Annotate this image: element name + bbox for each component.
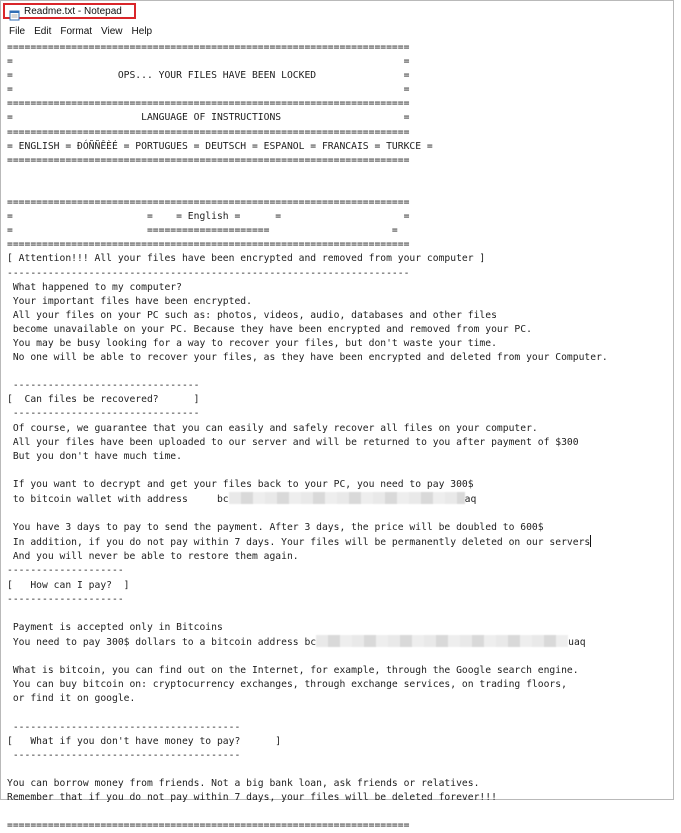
line-text-end: aq: [464, 494, 477, 505]
text-line: And you will never be able to restore them again.: [7, 551, 299, 563]
text-line: [7, 492, 673, 507]
text-line: =====================================================================: [7, 239, 410, 251]
text-editor-area[interactable]: [1, 39, 673, 832]
line-text: You need to pay 300$ dollars to a bitcoin address bc: [7, 636, 317, 648]
text-line: =====================================================================: [7, 820, 410, 832]
text-line: [7, 805, 673, 819]
menu-bar: [1, 23, 681, 39]
text-line: [7, 182, 673, 196]
document-text: [1, 39, 673, 833]
line-text-end: uaq: [568, 636, 586, 648]
text-line: Payment is accepted only in Bitcoins: [7, 621, 223, 633]
text-line: You can buy bitcoin on: cryptocurrency exchanges, through exchange services, on trading floors,: [7, 679, 567, 691]
text-line: You may be busy looking for a way to recover your files, but don't waste your time.: [7, 337, 497, 349]
text-line: = OPS... YOUR FILES HAVE BEEN LOCKED =: [7, 70, 410, 82]
text-line: ---------------------------------------------------------------------: [7, 267, 410, 279]
menu-view[interactable]: View: [101, 25, 123, 37]
text-line: =====================================================================: [7, 126, 410, 138]
text-line: = =: [7, 56, 410, 68]
text-line: ---------------------------------------: [7, 749, 241, 761]
text-line: But you don't have much time.: [7, 450, 182, 462]
text-line: You can borrow money from friends. Not a big bank loan, ask friends or relatives.: [7, 777, 480, 789]
text-line: become unavailable on your PC. Because they have been encrypted and removed from your PC.: [7, 323, 532, 335]
text-line: No one will be able to recover your files, as they have been encrypted and deleted from your Computer.: [7, 352, 608, 364]
menu-file[interactable]: File: [9, 25, 26, 37]
text-line: or find it on google.: [7, 693, 136, 705]
text-line: [7, 607, 673, 621]
text-line: All your files have been uploaded to our server and will be returned to you after payment of $300: [7, 436, 579, 448]
menu-edit[interactable]: Edit: [34, 25, 52, 37]
text-line: What is bitcoin, you can find out on the Internet, for example, through the Google search engine.: [7, 665, 579, 677]
text-line: If you want to decrypt and get your files back to your PC, you need to pay 300$: [7, 478, 474, 490]
notepad-app-icon: [9, 6, 20, 17]
text-line: = = = English = = =: [7, 211, 410, 223]
text-line: [ Attention!!! All your files have been encrypted and removed from your computer ]: [7, 253, 486, 265]
menu-format[interactable]: Format: [60, 25, 93, 37]
text-line: =====================================================================: [7, 154, 410, 166]
title-bar[interactable]: [3, 3, 136, 19]
text-line: [7, 763, 673, 777]
text-line: You have 3 days to pay to send the payment. After 3 days, the price will be doubled to 600$: [7, 522, 544, 534]
menu-help[interactable]: Help: [131, 25, 153, 37]
text-line: [ What if you don't have money to pay? ]: [7, 735, 282, 747]
text-line: Your important files have been encrypted.: [7, 295, 252, 307]
text-line: =====================================================================: [7, 98, 410, 110]
text-line: ---------------------------------------: [7, 721, 241, 733]
text-line: All your files on your PC such as: photos, videos, audio, databases and other files: [7, 309, 497, 321]
line-text: to bitcoin wallet with address bc: [7, 494, 229, 505]
text-line: [7, 365, 673, 379]
text-line: [7, 464, 673, 478]
text-line: --------------------: [7, 593, 124, 605]
line-text: In addition, if you do not pay within 7 days. Your files will be permanently deleted on our servers: [7, 537, 591, 549]
text-line: [7, 507, 673, 521]
text-line: [7, 650, 673, 664]
text-line: Of course, we guarantee that you can easily and safely recover all files on your computer.: [7, 422, 538, 434]
text-line: [ How can I pay? ]: [7, 579, 130, 591]
text-line: = ===================== =: [7, 225, 398, 237]
text-line: = ENGLISH = ĐÓÑÑÊÈÉ = PORTUGUES = DEUTSCH = ESPANOL = FRANCAIS = TURKCE =: [7, 140, 433, 152]
text-line: Remember that if you do not pay within 7 days, your files will be deleted forever!!!: [7, 791, 497, 803]
text-line: --------------------------------: [7, 408, 200, 420]
text-line: =====================================================================: [7, 197, 410, 209]
text-line: [7, 635, 673, 650]
text-line: [ Can files be recovered? ]: [7, 394, 200, 406]
text-line: --------------------------------: [7, 380, 200, 392]
text-line: What happened to my computer?: [7, 281, 182, 293]
text-line: [7, 168, 673, 182]
text-line: [7, 706, 673, 720]
text-line: --------------------: [7, 565, 124, 577]
window-title: Readme.txt - Notepad: [24, 5, 122, 17]
text-line: = =: [7, 84, 410, 96]
text-caret: [590, 535, 591, 547]
text-line: [7, 535, 673, 550]
text-line: =====================================================================: [7, 42, 410, 53]
redacted-bitcoin-address: [316, 635, 568, 647]
text-line: = LANGUAGE OF INSTRUCTIONS =: [7, 112, 410, 124]
redacted-bitcoin-address: [229, 492, 465, 504]
